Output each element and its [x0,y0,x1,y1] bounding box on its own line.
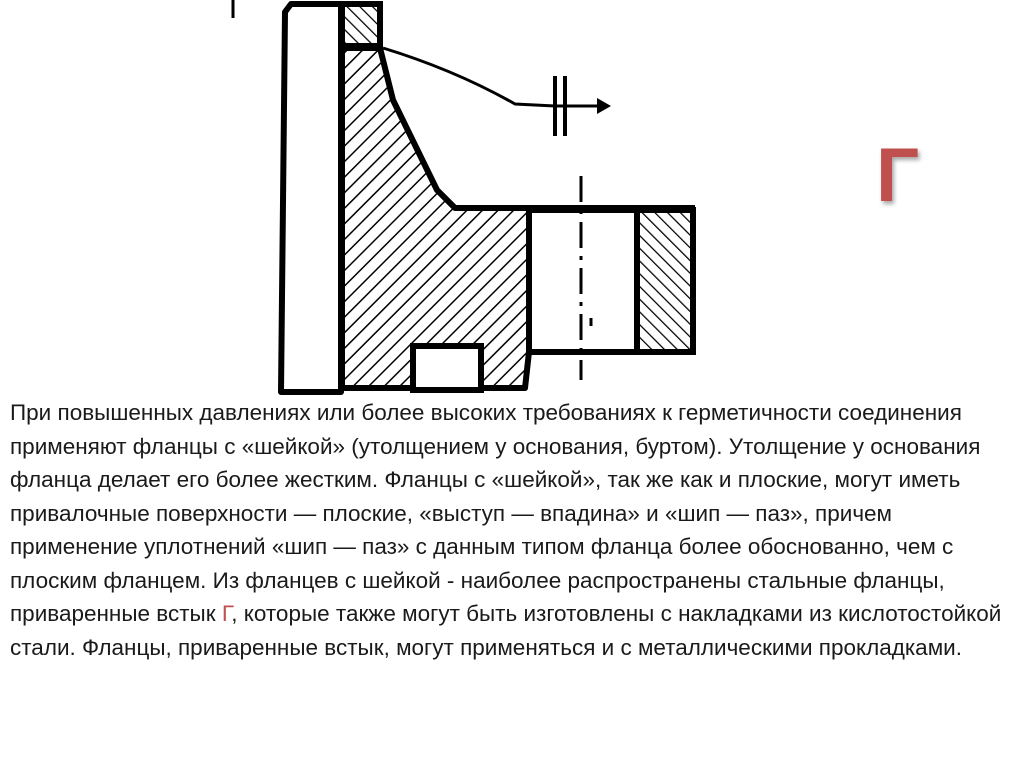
flange-body [342,48,529,388]
outer-hatched-section [637,210,693,352]
description-paragraph [10,396,1014,664]
groove-recess [413,346,481,390]
paragraph-text-end: , которые также могут быть изготовлены с накладками из кислотостойкой стали. Фланцы, приваренные встык, могут применяться и с металлическими прокладками. [10,601,1002,660]
flange-cross-section-drawing [225,0,705,398]
paragraph-text-start: При повышенных давлениях или более высоких требованиях к герметичности соединения применяют фланцы с «шейкой» (утолщением у основания, буртом). Утолщение у основания фланца делает его более жестким. Фланцы с «шейкой», так же как и плоские, могут иметь привалочные поверхности — плоские, «выступ — впадина» и «шип — паз», причем применение уплотнений «шип — паз» с данным типом фланца более обоснованно, чем с плоским фланцем. Из фланцев с шейкой - наиболее распространены стальные фланцы, приваренные встык [10,400,981,626]
figure-label: Г [876,133,920,218]
figure-reference: Г [221,601,232,626]
bolt-hole [529,210,637,352]
arrow-icon [597,98,611,114]
upper-hatched-block [342,4,380,46]
pipe-wall [281,4,341,392]
leader-line [383,48,555,106]
